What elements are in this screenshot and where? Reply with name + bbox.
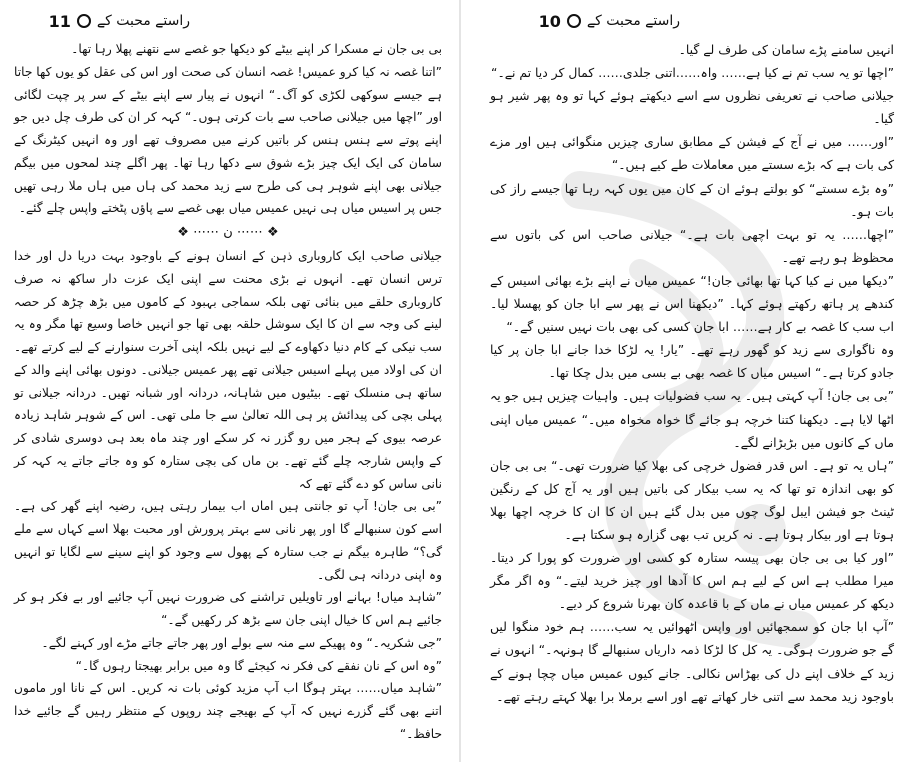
paragraph: وہ ناگواری سے زید کو گھور رہے تھے۔ ”یار! یہ لڑکا خدا جانے ابا جان پر کیا جادو کرتا ہے۔“ اسیس میاں کا غصہ بھی بے بسی میں بدل چکا تھا۔ [490,342,894,381]
left-page-header [49,8,190,34]
paragraph: ”بی بی جان! آپ کہتی ہیں۔ یہ سب فضولیات ہیں۔ واہیات چیزیں ہیں جو یہ اٹھا لایا ہے۔ دیکھنا کتنا خرچہ ہو جائے گا خواہ مخواہ میں۔“ عمیس میاں اپنی ماں کے کانوں میں بڑبڑانے لگے۔ [490,388,894,450]
paragraph: ”دیکھا میں نے کیا کہا تھا بھائی جان!“ عمیس میاں نے اپنے بڑے بھائی اسیس کے کندھے پر ہاتھ رکھتے ہوئے کہا۔ ”دیکھنا اس نے پھر سے ابا جان کو پھسلا لیا۔ اب سب کا غصہ بے کار ہے…… ابا جان کسی کی بھی بات نہیں سنیں گے۔“ [490,272,894,335]
paragraph: ”بی بی جان! آپ تو جانتی ہیں اماں اب بیمار رہتی ہیں، رضیہ اپنے گھر کی ہے۔ اسے کون سنبھالے گا اور پھر نانی سے بہتر پرورش اور محبت بھلا اسے کہاں سے ملے گی؟“ طاہرہ بیگم نے جب ستارہ کے پھول سے وجود کو اپنے سینے سے لگایا تو انہیں وہ اپنی دردانہ ہی لگی۔ [14,499,442,582]
paragraph: ”وہ بڑے سستے“ کو بولتے ہوئے ان کے کان میں یوں کہہ رہا تھا جیسے راز کی بات ہو۔ [490,180,894,219]
right-page [460,0,920,762]
right-page-number: 10 [538,11,561,31]
right-page-header [539,8,680,34]
left-page-body [14,38,442,746]
ring-ornament-icon [77,14,91,28]
paragraph: ”اور کیا بی بی جان بھی پیسہ ستارہ کو کسی اور ضرورت کو پورا کر دیتا۔ میرا مطلب ہے اس کے لیے ہم اس کا آدھا اور چیز خرید لیتے۔“ وہ اگر مگر دیکھ کر عمیس میاں نے ماں کے با قاعدہ کان بھرنا شروع کر دیے۔ [490,550,894,612]
paragraph: جیلانی صاحب ایک کاروباری ذہن کے انسان ہونے کے باوجود بہت دریا دل اور خدا ترس انسان تھے۔ انہوں نے بڑی محنت سے اپنی ایک عزت دار ساکھ نہ صرف کاروباری حلقے میں بنائی تھی بلکہ سماجی بہبود کے کاموں میں بڑھ چڑھ کر حصہ لینے کی وجہ سے ان کا ایک سوشل حلقہ بھی تھا جو انہیں خاصا وسیع تھا مگر وہ یہ سب نیکی کے کام دنیا دکھاوے کے لیے نہیں بلکہ اپنی آخرت سنوارنے کے لیے کرتے تھے۔ ان کی اولاد میں پہلے اسیس جیلانی تھے پھر عمیس جیلانی۔ دونوں بھائی اپنے والد کے ساتھ ہی منسلک تھے۔ بیٹیوں میں شاہانہ، دردانہ اور شبانہ تھیں۔ دردانہ جیلانی تو پہلی بچی کی پیدائش پر ہی اللہ تعالیٰ سے جا ملی تھی۔ اس کے شوہر شاہد زیادہ عرصہ بیوی کے ہجر میں رو گزر نہ کر سکے اور چند ماہ بعد ہی دوسری شادی کر کے واپس شارجہ چلے گئے تھے۔ بن ماں کی بچی ستارہ کو وہ جاتے جاتے یہ کہہ کر نانی ساس کو دے گئے تھے کہ [14,249,442,491]
paragraph: بی بی جان نے مسکرا کر اپنے بیٹے کو دیکھا جو غصے سے نتھنے پھلا رہا تھا۔ [71,42,442,56]
paragraph: ”شاہد میاں…… بہتر ہوگا اب آپ مزید کوئی بات نہ کریں۔ اس کے نانا اور ماموں اتنے بھی گئے گزرے نہیں کہ آپ کے بھیجے چند روپوں کے منتظر رہیں گے جائیے خدا حافظ۔“ [14,681,442,741]
paragraph: ”اچھا تو یہ سب تم نے کیا ہے…… واہ……اتنی جلدی…… کمال کر دیا تم نے۔“ [491,65,894,81]
right-running-head: راستے محبت کے [586,13,680,29]
paragraph: ”جی شکریہ۔“ وہ پھیکے سے منہ سے بولے اور پھر جاتے جاتے مڑے اور کہنے لگے۔ [41,635,442,650]
paragraph: ”ہاں یہ تو ہے۔ اس قدر فضول خرچی کی بھلا کیا ضرورت تھی۔“ بی بی جان کو بھی اندازہ تو تھا کہ یہ سب بیکار کی باتیں ہیں اور یہ آج کل کے رنگین ٹینٹ جو فیشن ایبل لوگ چوں میں بدل گئے ہیں ان کا ان کا خرچہ اچھا بھلا ہوتا ہے اور بیکار ہوتا ہے۔ نہ کریں تب بھی گزارہ ہو سکتا ہے۔ [490,457,894,542]
paragraph: ”اور…… میں نے آج کے فیشن کے مطابق ساری چیزیں منگوائی ہیں اور مزے کی بات ہے کہ بڑے سستے میں معاملات طے کیے ہیں۔“ [490,134,894,173]
paragraph: جیلانی صاحب نے تعریفی نظروں سے اسے دیکھتے ہوئے کہا تو وہ پھر شیر ہو گیا۔ [490,88,894,127]
paragraph: ”اچھا…… یہ تو بہت اچھی بات ہے۔“ جیلانی صاحب اس کی باتوں سے محظوظ ہو رہے تھے۔ [490,226,894,265]
left-running-head: راستے محبت کے [96,13,190,29]
paragraph: ”آپ ابا جان کو سمجھائیں اور واپس اٹھوائیں یہ سب…… ہم خود منگوا لیں گے جو ضرورت ہوگی۔ یہ کل کا لڑکا ذمہ داریاں سنبھالے گا ہونہہ۔“ انہوں نے زید کے خلاف اپنے دل کی بھڑاس نکالی۔ جانے کیوں عمیس میاں چچا ہونے کے باوجود زید محمد سے اتنی خار کھاتے تھے اور اسے برملا برا بھلا کہتے رہتے تھے۔ [490,619,894,704]
paragraph: انہیں سامنے پڑے سامان کی طرف لے گیا۔ [678,42,894,57]
right-page-body [490,38,894,708]
paragraph: ”اتنا غصہ نہ کیا کرو عمیس! غصہ انسان کی صحت اور اس کی عقل کو یوں کھا جاتا ہے جیسے سوکھی لکڑی کو آگ۔“ انہوں نے پیار سے اپنے بیٹے کے سر پر چپت لگائی اور ”اچھا میں جیلانی صاحب سے بات کرتی ہوں۔“ کہہ کر ان کی طرف چل دیں جو اپنے پوتے سے ہنس ہنس کر باتیں کرنے میں مصروف تھے اور وہ انہیں کیٹرنگ کے سامان کی ایک ایک چیز بڑے شوق سے دکھا رہا تھا۔ پھر اگلے چند لمحوں میں بیگم جیلانی بھی اپنے شوہر ہی کی طرح سے زید محمد کی ہاں میں ہاں ملا رہی تھیں جس پر اسیس میاں ہی نہیں عمیس میاں بھی غصے سے پاؤں پٹختے واپس چلے گئے۔ [14,64,442,216]
paragraph: ”وہ اس کے نان نفقے کی فکر نہ کیجئے گا وہ میں برابر بھیجتا رہوں گا۔“ [75,658,442,673]
left-page-number: 11 [48,11,71,31]
ring-ornament-icon [567,14,581,28]
paragraph: ”شاہد میاں! بہانے اور تاویلیں تراشنے کی ضرورت نہیں آپ جائیے اور بے فکر ہو کر جائیے ہم اس کا خیال اپنی جان سے بڑھ کر رکھیں گے۔“ [14,590,442,628]
section-break-ornament: ❖ ⋯⋯ ن ⋯⋯ ❖ [177,225,279,240]
